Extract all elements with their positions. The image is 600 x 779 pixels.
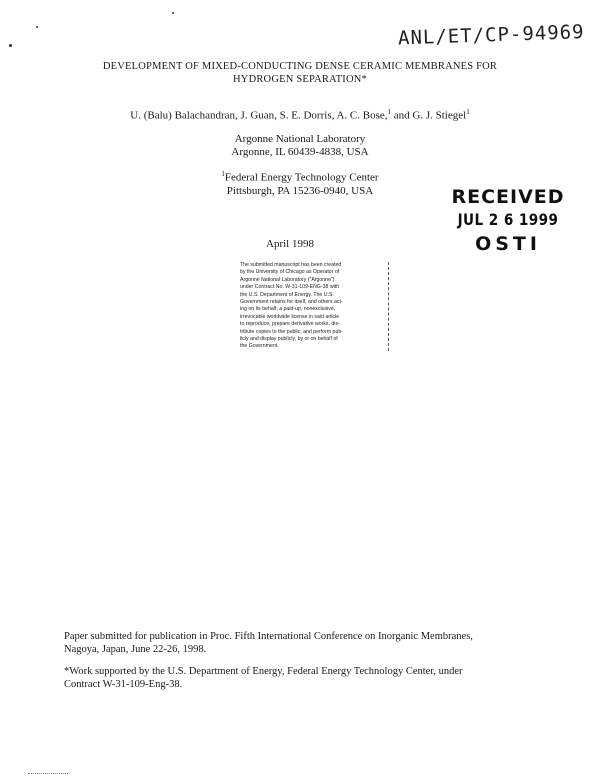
document-date: April 1998 — [266, 238, 314, 250]
stamp-date: JUL 2 6 1999 — [457, 210, 559, 229]
submission-line-1: Paper submitted for publication in Proc. Fifth International Conference on Inorganic Membranes, — [64, 631, 473, 642]
affiliation-argonne — [150, 133, 450, 159]
scan-edge-mark — [28, 773, 68, 774]
authors-and: and G. J. Stiegel — [391, 109, 467, 122]
notice-line: irrevocable worldwide license in said article — [240, 313, 340, 320]
affiliation-1-name: Argonne National Laboratory — [234, 133, 366, 145]
paper-title — [40, 60, 560, 86]
affiliation-2-name: Federal Energy Technology Center — [224, 171, 379, 184]
authors-main: U. (Balu) Balachandran, J. Guan, S. E. Dorris, A. C. Bose, — [130, 109, 388, 122]
notice-line: the Government. — [240, 343, 279, 350]
scan-speck — [172, 12, 174, 14]
notice-line: to reproduce, prepare derivative works, dis- — [240, 321, 340, 328]
submission-line-2: Nagoya, Japan, June 22-26, 1998. — [64, 644, 207, 655]
notice-line: the U.S. Department of Energy. The U.S. — [240, 291, 334, 298]
handwritten-report-number: ANL/ET/CP-94969 — [397, 20, 585, 50]
notice-line: Government retains for itself, and others act- — [240, 299, 343, 306]
received-stamp — [440, 186, 576, 255]
notice-line: by the University of Chicago as Operator of — [240, 269, 340, 276]
notice-line: under Contract No. W-31-109-ENG-38 with — [240, 284, 340, 291]
title-line-1: DEVELOPMENT OF MIXED-CONDUCTING DENSE CERAMIC MEMBRANES FOR — [102, 61, 498, 72]
funding-note — [64, 665, 584, 691]
notice-line: tribute copies to the public, and perform pub- — [240, 328, 343, 335]
author-affiliation-mark: 1 — [466, 108, 470, 116]
notice-line: ing on its behalf, a paid-up, nonexclusive, — [240, 306, 336, 313]
scan-speck — [9, 44, 12, 47]
affiliation-2-mark: 1 — [221, 170, 225, 178]
notice-line: Argonne National Laboratory ("Argonne") — [240, 276, 335, 283]
copyright-notice — [240, 262, 389, 351]
affiliation-1-address: Argonne, IL 60439-4838, USA — [231, 146, 369, 158]
funding-line-2: Contract W-31-109-Eng-38. — [64, 679, 183, 690]
notice-line: licly and display publicly, by or on behalf of — [240, 336, 338, 343]
scan-speck — [36, 26, 38, 28]
affiliation-2-address: Pittsburgh, PA 15236-0940, USA — [226, 184, 374, 197]
submission-note — [64, 630, 584, 656]
stamp-osti: OSTI — [475, 233, 541, 255]
stamp-received-text: RECEIVED — [451, 186, 565, 208]
title-line-2: HYDROGEN SEPARATION* — [233, 74, 367, 85]
notice-line: The submitted manuscript has been created — [240, 262, 342, 268]
author-list — [30, 108, 570, 122]
funding-line-1: *Work supported by the U.S. Department of Energy, Federal Energy Technology Center, under — [64, 666, 463, 677]
affiliation-fetc — [150, 168, 450, 198]
author-affiliation-mark: 1 — [387, 108, 392, 116]
